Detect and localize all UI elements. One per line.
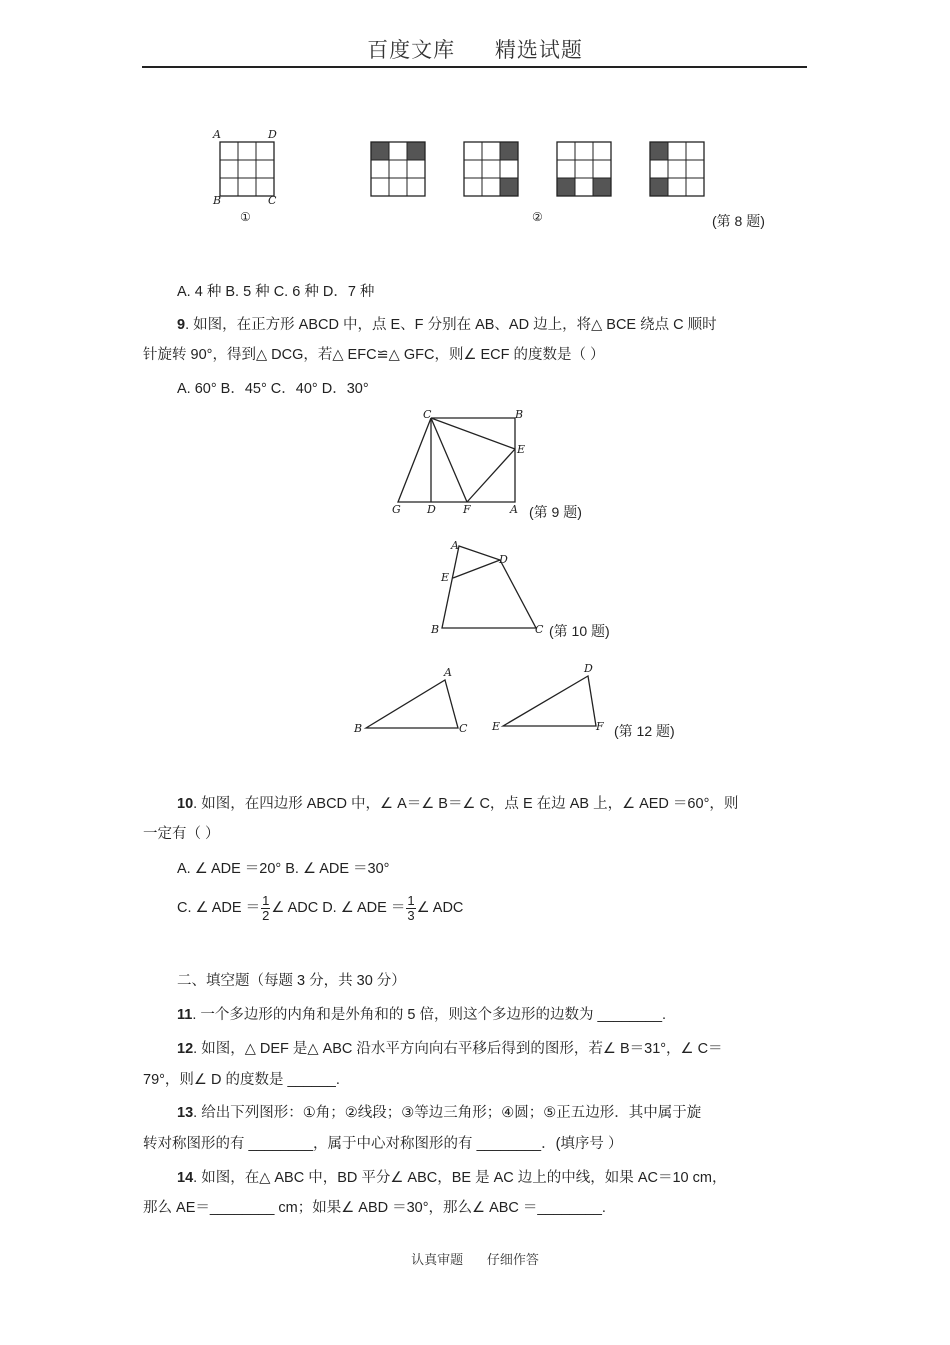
header-right-title: 精选试题: [494, 38, 583, 62]
page-header: [0, 34, 950, 64]
q13-line1: [177, 1104, 701, 1122]
fig8-label-d: D: [268, 128, 277, 141]
fig9-label-d: D: [427, 503, 436, 516]
frac-denominator: 3: [407, 907, 415, 923]
fig9-label-a: A: [510, 503, 518, 516]
fig8-label-2: ②: [532, 210, 543, 224]
frac-denominator: 2: [262, 907, 270, 923]
q12-text-line1: . 如图，△ DEF 是△ ABC 沿水平方向向右平移后得到的图形，若∠ B＝31°，∠ C＝: [193, 1041, 723, 1057]
q11-number: 11: [177, 1007, 193, 1023]
fig10-label-d: D: [499, 553, 508, 566]
fig12-label-e: E: [492, 720, 501, 733]
fig10-label-c: C: [535, 623, 544, 636]
grid-2b: [464, 142, 518, 196]
q9-options: A. 60° B．45° C．40° D．30°: [177, 381, 369, 397]
grid-1: [220, 142, 274, 196]
q9-number: 9: [177, 317, 186, 333]
header-left-title: 百度文库: [367, 38, 456, 62]
q14-line2: 那么 AE＝________ cm；如果∠ ABD ＝30°，那么∠ ABC ＝________.: [143, 1200, 606, 1216]
q14-line1: [177, 1169, 726, 1187]
fig9-label-b: B: [515, 408, 524, 421]
q13-number: 13: [177, 1105, 194, 1121]
fig9-label-c: C: [423, 408, 432, 421]
figure-9: [388, 405, 528, 520]
q10-optc-pre: C. ∠ ADE ＝: [177, 900, 261, 916]
q10-option-cd: [177, 890, 463, 926]
fig9-caption: (第 9 题): [529, 504, 582, 520]
fig9-label-e: E: [517, 443, 526, 456]
section-2-heading: 二、填空题（每题 3 分，共 30 分）: [177, 973, 406, 989]
figure-12: [348, 660, 613, 740]
q9-line1: [177, 316, 717, 334]
fig12-label-b: B: [354, 722, 363, 735]
q11-text: . 一个多边形的内角和是外角和的 5 倍，则这个多边形的边数为 ________.: [192, 1007, 667, 1023]
fraction-one-half: [261, 894, 270, 923]
fig12-label-a: A: [444, 666, 452, 679]
fig12-caption: (第 12 题): [614, 723, 675, 739]
q13-text-line1: . 给出下列图形：①角；②线段；③等边三角形；④圆；⑤正五边形．其中属于旋: [193, 1105, 702, 1121]
fig12-label-c: C: [459, 722, 468, 735]
frac-numerator: 1: [262, 892, 270, 908]
q13-line2: 转对称图形的有 ________，属于中心对称图形的有 ________．(填序号 ）: [143, 1136, 623, 1152]
page-footer: [0, 1249, 950, 1268]
fig8-caption: (第 8 题): [712, 213, 765, 229]
fig10-label-b: B: [431, 623, 440, 636]
q11-line: [177, 1006, 666, 1024]
q10-number: 10: [177, 796, 194, 812]
footer-right: 仔细作答: [486, 1252, 539, 1267]
fig8-label-1: ①: [240, 210, 251, 224]
q14-number: 14: [177, 1170, 194, 1186]
q8-options: A. 4 种 B. 5 种 C. 6 种 D．7 种: [177, 284, 375, 300]
q9-line2: 针旋转 90°，得到△ DCG，若△ EFC≌△ GFC，则∠ ECF 的度数是（ ）: [143, 347, 605, 363]
q9-text-line1: . 如图，在正方形 ABCD 中，点 E、F 分别在 AB、AD 边上，将△ BCE 绕点 C 顺时: [185, 317, 717, 333]
fig9-label-f: F: [463, 503, 471, 516]
fig9-label-g: G: [392, 503, 401, 516]
grid-2a: [371, 142, 425, 196]
header-divider: [142, 66, 807, 68]
grid-2d: [650, 142, 704, 196]
fig8-label-b: B: [213, 194, 222, 207]
q10-line2: 一定有（ ）: [143, 826, 220, 842]
q10-option-ab: A. ∠ ADE ＝20° B. ∠ ADE ＝30°: [177, 861, 390, 877]
q14-text-line1: . 如图，在△ ABC 中，BD 平分∠ ABC，BE 是 AC 边上的中线，如果 AC＝10 cm，: [193, 1170, 727, 1186]
q10-optd-post: ∠ ADC: [416, 900, 464, 916]
q12-line2: 79°，则∠ D 的度数是 ______.: [143, 1072, 340, 1088]
fig10-label-a: A: [451, 539, 459, 552]
q12-line1: [177, 1040, 723, 1058]
fraction-one-third: [406, 894, 415, 923]
q10-line1: [177, 795, 738, 813]
q10-text-line1: . 如图，在四边形 ABCD 中，∠ A＝∠ B＝∠ C，点 E 在边 AB 上，∠ AED ＝60°，则: [193, 796, 739, 812]
footer-left: 认真审题: [411, 1252, 464, 1267]
fig8-label-a: A: [213, 128, 221, 141]
q10-optc-post: ∠ ADC D. ∠ ADE ＝: [271, 900, 406, 916]
frac-numerator: 1: [407, 892, 415, 908]
q12-number: 12: [177, 1041, 194, 1057]
figure-8: [200, 120, 800, 235]
grid-2c: [557, 142, 611, 196]
fig10-caption: (第 10 题): [549, 623, 610, 639]
figure-10: [425, 535, 550, 640]
fig8-label-c: C: [268, 194, 277, 207]
fig12-label-d: D: [584, 662, 593, 675]
fig10-label-e: E: [441, 571, 450, 584]
fig12-label-f: F: [596, 720, 604, 733]
